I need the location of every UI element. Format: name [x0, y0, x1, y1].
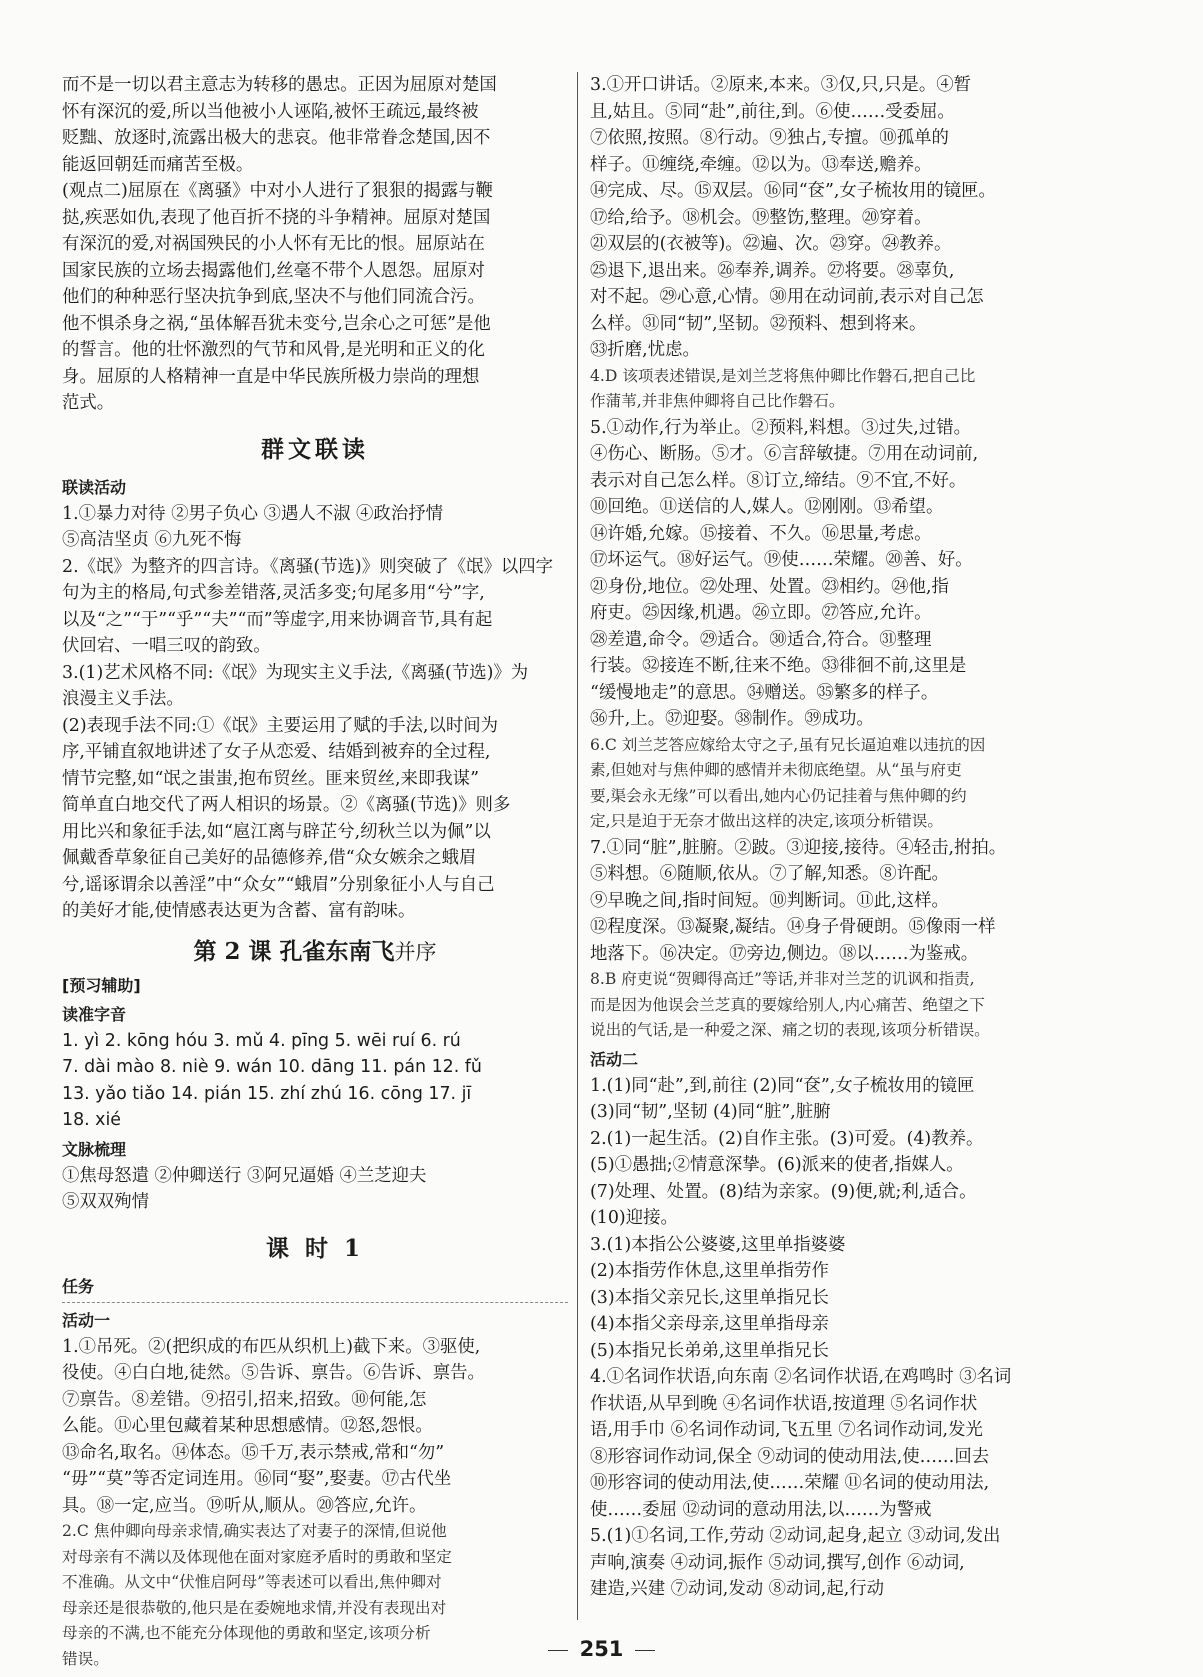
text-line: 作状语,从早到晚 ④名词作状语,按道理 ⑤名词作状 — [590, 1393, 978, 1414]
text-line: 说出的气话,是一种爱之深、痛之切的表现,该项分析错误。 — [590, 1021, 990, 1039]
text-line: 贬黜、放逐时,流露出极大的悲哀。他非常眷念楚国,因不 — [62, 128, 491, 148]
text-line: 身。屈原的人格精神一直是中华民族所极力崇尚的理想 — [62, 366, 480, 387]
text-line: 素,但她对与焦仲卿的感情并未彻底绝望。从“虽与府吏 — [590, 761, 962, 779]
text-line: 对母亲有不满以及体现他在面对家庭矛盾时的勇敢和坚定 — [62, 1547, 452, 1566]
h2-item2-answers — [590, 1126, 1178, 1232]
text-line: 定,只是迫于无奈才做出这样的决定,该项分析错误。 — [590, 812, 943, 830]
column-divider — [577, 72, 578, 1620]
item8-explanation — [590, 967, 1178, 1044]
text-line: 声响,演奏 ④动词,振作 ⑤动词,撰写,创作 ⑥动词, — [590, 1552, 965, 1573]
text-line: (2)表现手法不同:①《氓》主要运用了赋的手法,以时间为 — [62, 715, 499, 736]
item7-answers — [590, 835, 1178, 968]
text-line: 对不起。㉙心意,心情。㉚用在动词前,表示对自己怎 — [590, 287, 984, 307]
text-line: 3.(1)艺术风格不同:《氓》为现实主义手法,《离骚(节选)》为 — [62, 662, 529, 683]
text-line: (2)本指劳作休息,这里单指劳作 — [590, 1261, 829, 1281]
text-line: 浪漫主义手法。 — [62, 689, 184, 709]
text-line: (5)①愚拙;②情意深挚。(6)派来的使者,指媒人。 — [590, 1155, 964, 1175]
text-line: 母亲还是很恭敬的,他只是在委婉地求情,并没有表现出对 — [62, 1598, 447, 1617]
text-line: 能返回朝廷而痛苦至极。 — [62, 154, 254, 175]
renwu-label: 任务 — [62, 1276, 95, 1296]
item6-explanation — [590, 733, 1178, 835]
page-number-dash-right — [635, 1650, 655, 1651]
item3-answers — [590, 72, 1178, 364]
text-line: 3.①开口讲话。②原来,本来。③仅,只,只是。④暂 — [590, 75, 971, 95]
text-line: 建造,兴建 ⑦动词,发动 ⑧动词,起,行动 — [590, 1579, 885, 1599]
text-line: ⑫程度深。⑬凝聚,凝结。⑭身子骨硬朗。⑮像雨一样 — [590, 917, 996, 937]
text-line: (5)本指兄长弟弟,这里单指兄长 — [590, 1340, 829, 1361]
page-number-dash-left — [548, 1650, 568, 1651]
pinyin-answers — [62, 1028, 568, 1134]
text-line: 4.D 该项表述错误,是刘兰芝将焦仲卿比作磐石,把自己比 — [590, 366, 976, 385]
text-line: 1.①暴力对待 ②男子负心 ③遇人不淑 ④政治抒情 — [62, 503, 443, 524]
text-line: (10)迎接。 — [590, 1208, 678, 1228]
h2-item3-answers — [590, 1232, 1178, 1365]
text-line: ⑧形容词作动词,保全 ⑨动词的使动用法,使……回去 — [590, 1446, 990, 1467]
text-line: 挞,疾恶如仇,表现了他百折不挠的斗争精神。屈原对楚国 — [62, 207, 491, 228]
h2-item5-answers — [590, 1523, 1178, 1603]
qunwen-title: 群文联读 — [261, 435, 369, 463]
item4-explanation — [590, 364, 1178, 415]
text-line: 范式。 — [62, 393, 115, 413]
text-line: 7.①同“脏”,脏腑。②跛。③迎接,接待。④轻击,拊拍。 — [590, 837, 1007, 858]
text-line: 3.(1)本指公公婆婆,这里单指婆婆 — [590, 1234, 846, 1255]
h2-item4-answers — [590, 1364, 1178, 1523]
text-line: 1.①吊死。②(把织成的布匹从织机上)截下来。③驱使, — [62, 1336, 481, 1357]
text-line: 8.B 府吏说“贺卿得高迁”等话,并非对兰芝的讥讽和指责, — [590, 970, 975, 988]
text-line: 且,姑且。⑤同“赴”,前往,到。⑥使……受委屈。 — [590, 101, 955, 122]
huodong2-label: 活动二 — [590, 1049, 639, 1069]
text-line: ⑰坏运气。⑱好运气。⑲使……荣耀。⑳善、好。 — [590, 550, 973, 570]
text-line: 样子。⑪缠绕,牵缠。⑫以为。⑬奉送,赡养。 — [590, 154, 932, 175]
text-line: 18. xié — [62, 1110, 122, 1130]
text-line: 以及“之”“于”“乎”“夫”“而”等虚字,用来协调音节,具有起 — [62, 609, 493, 630]
text-line: 而不是一切以君主意志为转移的愚忠。正因为屈原对楚国 — [62, 75, 497, 95]
text-line: ㊱升,上。㊲迎娶。㊳制作。㊴成功。 — [590, 709, 874, 729]
text-line: 4.①名词作状语,向东南 ②名词作状语,在鸡鸣时 ③名词 — [590, 1367, 1012, 1387]
text-line: 役使。④白白地,徒然。⑤告诉、禀告。⑥告诉、禀告。 — [62, 1363, 485, 1383]
yuxi-label: [预习辅助] — [62, 975, 141, 995]
huodong1-label: 活动一 — [62, 1310, 111, 1330]
text-line: “毋”“莫”等否定词连用。⑯同“娶”,娶妻。⑰古代坐 — [62, 1469, 452, 1489]
text-line: 伏回宕、一唱三叹的韵致。 — [62, 636, 271, 656]
text-line: ⑦禀告。⑧差错。⑨招引,招来,招致。⑩何能,怎 — [62, 1389, 427, 1410]
text-line: 6.C 刘兰芝答应嫁给太守之子,虽有兄长逼迫难以违抗的因 — [590, 735, 986, 754]
left-top-text — [62, 72, 568, 417]
text-line: 具。⑱一定,应当。⑲听从,顺从。⑳答应,允许。 — [62, 1495, 427, 1516]
text-line: 的美好才能,使情感表达更为含蓄、富有韵味。 — [62, 901, 416, 921]
wenmai-answers — [62, 1163, 568, 1216]
dotted-divider — [62, 1302, 568, 1303]
text-line: 序,平铺直叙地讲述了女子从恋爱、结婚到被弃的全过程, — [62, 742, 491, 762]
text-line: 而是因为他误会兰芝真的要嫁给别人,内心痛苦、绝望之下 — [590, 995, 985, 1014]
text-line: 佩戴香草象征自己美好的品德修养,借“众女嫉余之蛾眉 — [62, 848, 477, 868]
text-line: ⑤料想。⑥随顺,依从。⑦了解,知悉。⑧许配。 — [590, 864, 949, 884]
text-line: 他们的种种恶行坚决抗争到底,坚决不与他们同流合污。 — [62, 287, 485, 307]
duzhun-label: 读准字音 — [62, 1004, 127, 1024]
text-line: 句为主的格局,句式参差错落,灵活多变;句尾多用“兮”字, — [62, 583, 485, 603]
text-line: 不准确。从文中“伏惟启阿母”等表述可以看出,焦仲卿对 — [62, 1573, 442, 1591]
text-line: (3)本指父亲兄长,这里单指兄长 — [590, 1287, 829, 1308]
left-column — [62, 72, 568, 1672]
text-line: 情节完整,如“氓之蚩蚩,抱布贸丝。匪来贸丝,来即我谋” — [62, 768, 479, 789]
text-line: 母亲的不满,也不能充分体现他的勇敢和坚定,该项分析 — [62, 1624, 431, 1642]
text-line: ㉑身份,地位。㉒处理、处置。㉓相约。㉔他,指 — [590, 576, 949, 597]
text-line: ㉝折磨,忧虑。 — [590, 340, 700, 360]
text-line: ㉑双层的(衣被等)。㉒遍、次。㉓穿。㉔教养。 — [590, 234, 952, 254]
liandu-label: 联读活动 — [62, 477, 127, 497]
text-line: 的誓言。他的壮怀激烈的气节和风骨,是光明和正义的化 — [62, 340, 485, 360]
text-line: ⑩回绝。⑪送信的人,媒人。⑫刚刚。⑬希望。 — [590, 497, 944, 517]
wenmai-label: 文脉梳理 — [62, 1139, 127, 1159]
h2-item1-answers — [590, 1073, 1178, 1126]
text-line: 表示对自己怎么样。⑧订立,缔结。⑨不宜,不好。 — [590, 470, 967, 491]
right-column — [590, 72, 1178, 1603]
text-line: 兮,谣诼谓余以善淫”中“众女”“蛾眉”分别象征小人与自己 — [62, 874, 495, 895]
text-line: (7)处理、处置。(8)结为亲家。(9)便,就;利,适合。 — [590, 1181, 977, 1202]
text-line: 5.(1)①名词,工作,劳动 ②动词,起身,起立 ③动词,发出 — [590, 1526, 1001, 1546]
text-line: 国家民族的立场去揭露他们,丝毫不带个人恩怨。屈原对 — [62, 260, 485, 281]
text-line: ㉘差遣,命令。㉙适合。㉚适合,符合。㉛整理 — [590, 629, 932, 650]
text-line: ④伤心、断肠。⑤才。⑥言辞敏捷。⑦用在动词前, — [590, 444, 979, 464]
lesson-title — [62, 933, 568, 966]
page-number — [0, 1637, 1203, 1661]
lesson-title-main: 第 2 课 孔雀东南飞 — [193, 937, 395, 965]
text-line: 简单直白地交代了两人相识的场景。②《离骚(节选)》则多 — [62, 795, 511, 815]
text-line: 2.C 焦仲卿向母亲求情,确实表达了对妻子的深情,但说他 — [62, 1522, 447, 1540]
text-line: 2.(1)一起生活。(2)自作主张。(3)可爱。(4)教养。 — [590, 1128, 984, 1149]
text-line: ⑭完成、尽。⑮双层。⑯同“奁”,女子梳妆用的镜匣。 — [590, 181, 996, 201]
text-line: 1.(1)同“赴”,到,前往 (2)同“奁”,女子梳妆用的镜匣 — [590, 1075, 975, 1096]
text-line: 他不惧杀身之祸,“虽体解吾犹未变兮,岂余心之可惩”是他 — [62, 313, 491, 334]
text-line: ⑩形容词的使动用法,使……荣耀 ⑪名词的使动用法, — [590, 1473, 990, 1493]
text-line: 5.①动作,行为举止。②预料,料想。③过失,过错。 — [590, 417, 971, 438]
text-line: 有深沉的爱,对祸国殃民的小人怀有无比的恨。屈原站在 — [62, 234, 485, 254]
keshi-title: 课 时 1 — [265, 1234, 365, 1262]
text-line: 语,用手巾 ⑥名词作动词,飞五里 ⑦名词作动词,发光 — [590, 1420, 983, 1440]
text-line: (4)本指父亲母亲,这里单指母亲 — [590, 1314, 829, 1334]
text-line: (3)同“韧”,坚韧 (4)同“脏”,脏腑 — [590, 1102, 831, 1122]
text-line: 行装。㉜接连不断,往来不绝。㉝徘徊不前,这里是 — [590, 656, 967, 676]
text-line: 么能。⑪心里包藏着某种思想感情。⑫怒,怨恨。 — [62, 1416, 433, 1436]
text-line: (观点二)屈原在《离骚》中对小人进行了狠狠的揭露与鞭 — [62, 181, 493, 201]
text-line: 怀有深沉的爱,所以当他被小人诬陷,被怀王疏远,最终被 — [62, 101, 479, 122]
text-line: 作蒲苇,并非焦仲卿将自己比作磐石。 — [590, 392, 845, 410]
text-line: 1. yì 2. kōng hóu 3. mǔ 4. pīng 5. wēi ruí 6. rú — [62, 1030, 461, 1051]
text-line: ⑨早晚之间,指时间短。⑩判断词。⑪此,这样。 — [590, 890, 949, 911]
text-line: ⑦依照,按照。⑧行动。⑨独占,专擅。⑩孤单的 — [590, 128, 949, 148]
text-line: ⑤双双殉情 — [62, 1192, 149, 1212]
text-line: ⑰给,给予。⑱机会。⑲整饬,整理。⑳穿着。 — [590, 207, 932, 228]
text-line: ⑭许婚,允嫁。⑮接着、不久。⑯思量,考虑。 — [590, 523, 932, 544]
text-line: 13. yǎo tiǎo 14. pián 15. zhí zhú 16. cōng 17. jī — [62, 1083, 472, 1104]
text-line: “缓慢地走”的意思。㉞赠送。㉟繁多的样子。 — [590, 682, 939, 703]
page-number-value: 251 — [579, 1637, 624, 1661]
text-line: ⑬命名,取名。⑭体态。⑮千万,表示禁戒,常和“勿” — [62, 1442, 445, 1463]
text-line: 错误。 — [62, 1649, 109, 1668]
text-line: 么样。㉛同“韧”,坚韧。㉜预料、想到将来。 — [590, 313, 927, 334]
text-line: ⑤高洁坚贞 ⑥九死不悔 — [62, 530, 242, 550]
text-line: 使……委屈 ⑫动词的意动用法,以……为警戒 — [590, 1499, 932, 1520]
text-line: 地落下。⑯决定。⑰旁边,侧边。⑱以……为鉴戒。 — [590, 943, 979, 964]
text-line: ①焦母怒遣 ②仲卿送行 ③阿兄逼婚 ④兰芝迎夫 — [62, 1165, 427, 1186]
huodong1-answers — [62, 1334, 568, 1520]
text-line: ㉕退下,退出来。㉖奉养,调养。㉗将要。㉘辜负, — [590, 260, 955, 281]
text-line: 府吏。㉕因缘,机遇。㉖立即。㉗答应,允许。 — [590, 603, 932, 623]
lesson-title-sub: 并序 — [394, 939, 437, 964]
text-line: 要,渠会永无缘”可以看出,她内心仍记挂着与焦仲卿的约 — [590, 786, 967, 805]
text-line: 2.《氓》为整齐的四言诗。《离骚(节选)》则突破了《氓》以四字 — [62, 556, 554, 577]
liandu-answers — [62, 501, 568, 925]
text-line: 7. dài mào 8. niè 9. wán 10. dāng 11. pán 12. fǔ — [62, 1057, 482, 1077]
text-line: 用比兴和象征手法,如“扈江离与辟芷兮,纫秋兰以为佩”以 — [62, 821, 491, 842]
item5-answers — [590, 415, 1178, 733]
